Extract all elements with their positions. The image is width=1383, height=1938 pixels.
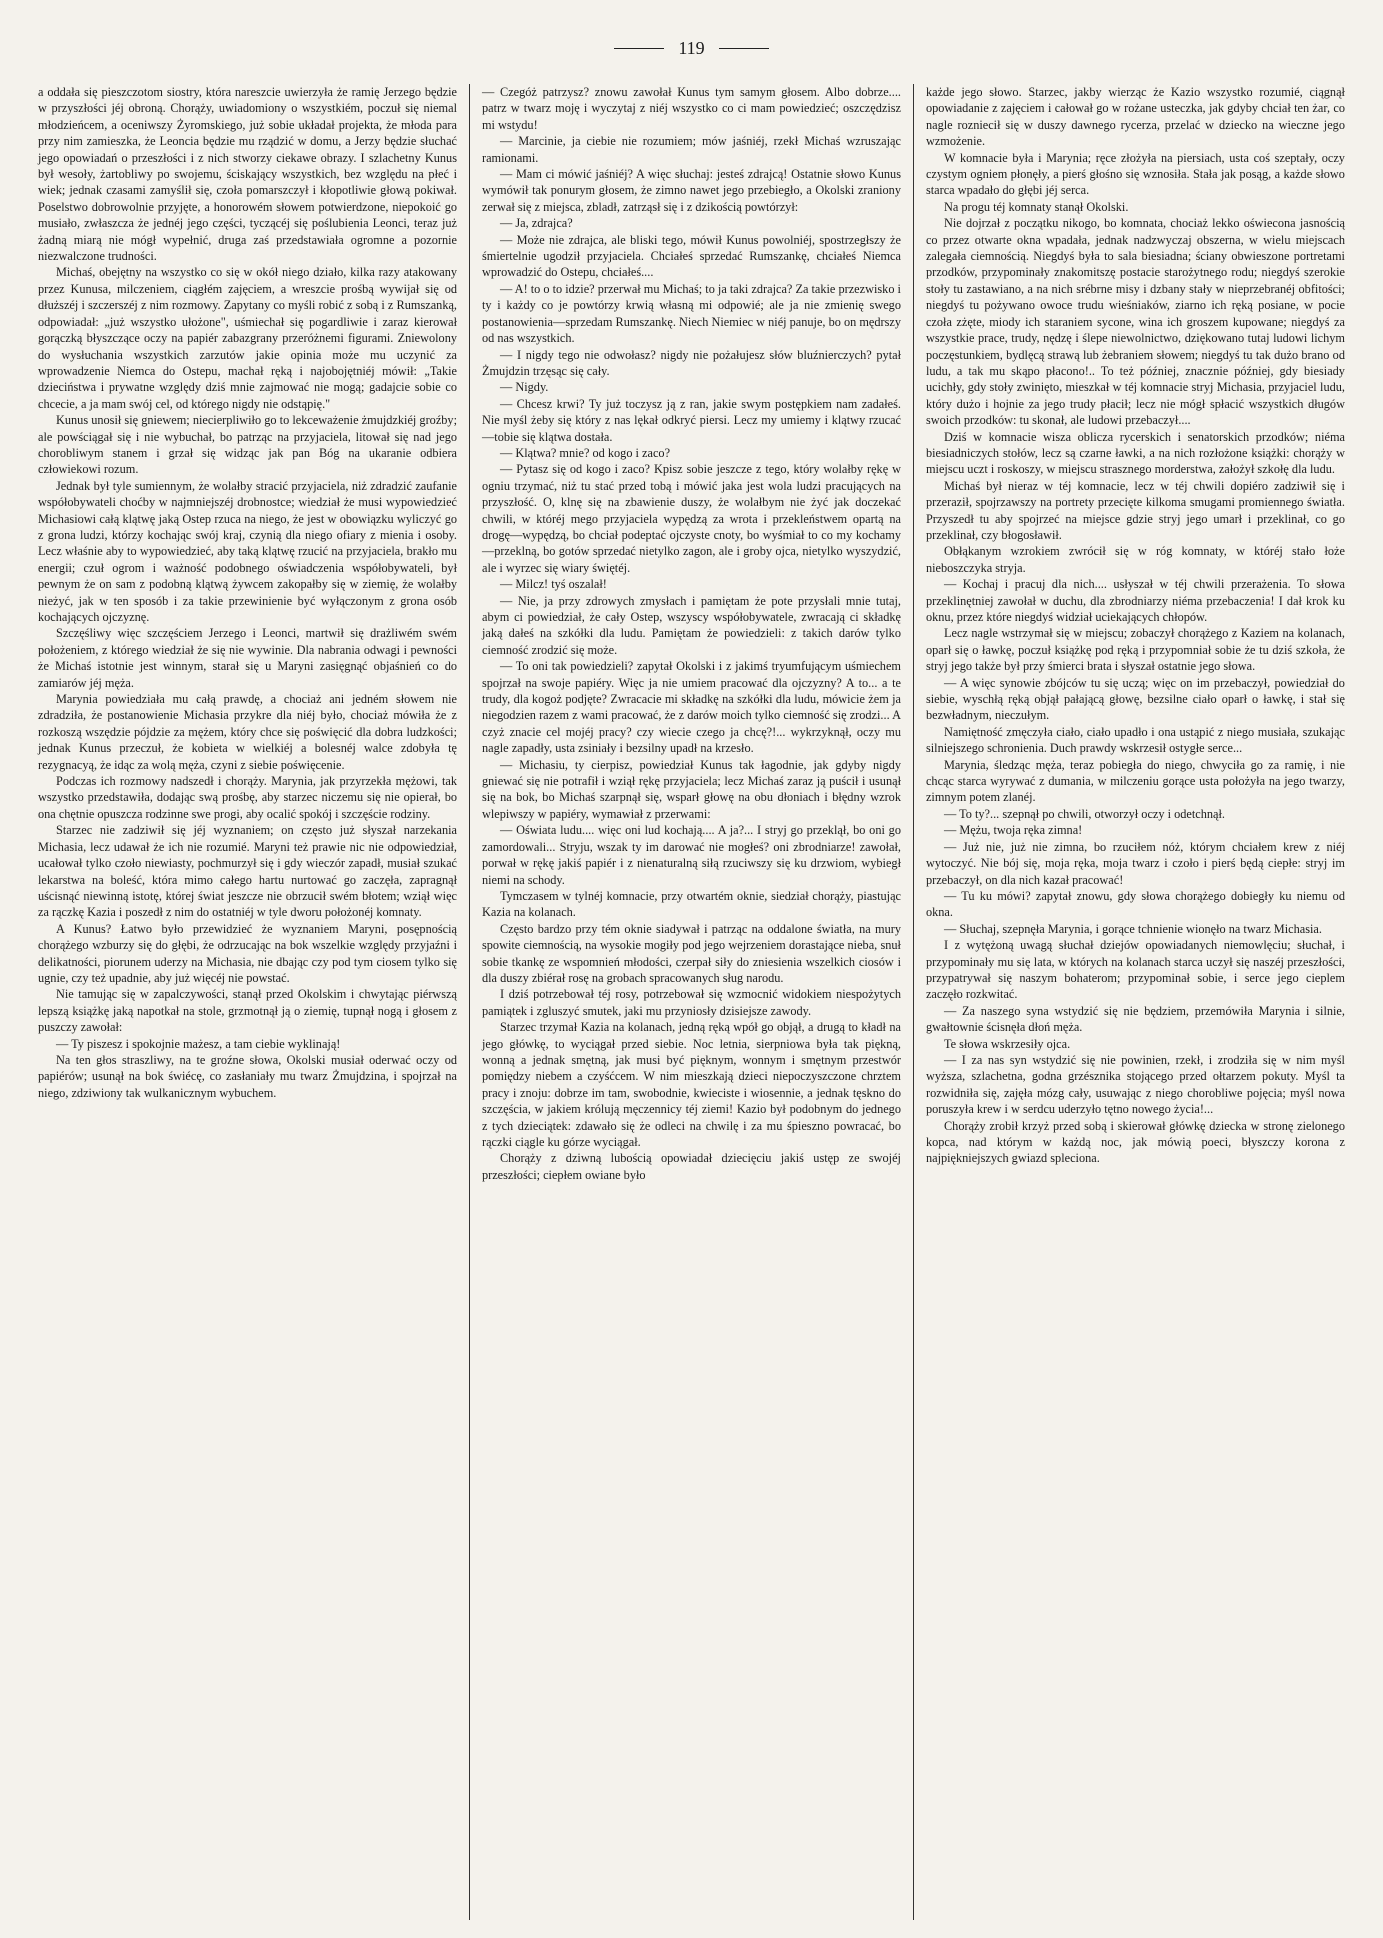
paragraph: — Ty piszesz i spokojnie mażesz, a tam ciebie wyklinają! [56,1036,341,1051]
paragraph: — Słuchaj, szepnęła Marynia, i gorące tchnienie wionęło na twarz Michasia. [943,921,1322,936]
paragraph: — Chcesz krwi? Ty już toczysz ją z ran, jakie swym postępkiem nam zadałeś. Nie myśl żeby się który z nas lękał odkryć piersi. Lecz my umiemy i klątwy rzucać—tobie się klątwa dostała. [481,396,901,444]
paragraph: — Milcz! tyś oszalał! [499,577,607,592]
paragraph: — Już nie, już nie zimna, bo rzuciłem nóż, którym chciałem krew z niéj wytoczyć. Nie bój się, moja ręka, moja twarz i czoło i pierś będą ciepłe: stryj im przebaczył, on dla nich kazał pracować! [925,839,1345,887]
paragraph: — Może nie zdrajca, ale bliski tego, mówił Kunus powolniéj, spostrzegłszy że śmiertelnie ugodził przyjaciela. Chciałeś sprzedać Rumszankę, chciałeś Niemca wprowadzić do Ostepu, chciałeś.... [481,232,901,280]
paragraph: Dziś w komnacie wisza oblicza rycerskich i senatorskich przodków; niéma biesiadniczych stołów, lecz są czarne ławki, a na nich rozłożone książki: chorąży w miejscu uczt i roskoszy, w miejscu strasznego morderstwa, założył szkołę dla ludu. [925,429,1345,477]
paragraph: — Marcinie, ja ciebie nie rozumiem; mów jaśniéj, rzekł Michaś wzruszając ramionami. [481,134,901,165]
paragraph: Starzec trzymał Kazia na kolanach, jedną ręką wpół go objął, a drugą to kładł na jego główkę, to wyciągał przed siebie. Noc letnia, sierpniowa była tak piękną, wonną a jednak smętną, jak musi być pięknym, wonnym i smętnym przestwór pomiędzy niebem a czyśćcem. W nim mieszkają dzieci niepoczyszczone chrztem pracy i znoju: dobrze im tam, swobodnie, kwieciste i wiosennie, a jednak tęskno do szczęścia, w jakiem królują męczennicy téj ziemi! Kazio był podobnym do jednego z tych dzieciątek: zdawało się że odleci na chwilę i za mu śpieszno powracać, bo rączki ciągle ku górze wyciągał. [481,1020,901,1149]
paragraph: Starzec nie zadziwił się jéj wyznaniem; on często już słyszał narzekania Michasia, lecz udawał że ich nie rozumié. Maryni też prawie nic nie odpowiedział, ucałował tylko czoło niewiasty, pochmurzył się i gdy wieczór zapadł, musiał szukać lekarstwa na boleść, która mimo całego hartu nurtować go zaczęła, zapragnął uścisnąć niewinną istotę, której świat jeszcze nie obrzucił swém błotem; wziął więc za rączkę Kazia i poszedł z nim do ostatniéj w tyle dworu położonéj komnaty. [38,823,457,920]
paragraph: Marynia, śledząc męża, teraz pobiegła do niego, chwyciła go za ramię, i nie chcąc starca wyrywać z dumania, w milczeniu gorące usta położyła na jego twarzy, zimnym potem zlanéj. [925,757,1345,805]
page-header [0,38,1383,59]
paragraph: — Nie, ja przy zdrowych zmysłach i pamiętam że pote przysłali mnie tutaj, abym ci powiedział, że cały Ostep, wszyscy współobywatele, zwracają ci składkę jaką dałeś na szkółki dla ludu. Pamiętam że powiedzieli: z takich darów tylko ciemność zrodzić się może. [481,593,901,657]
paragraph: — Ja, zdrajca? [499,216,573,231]
column-3 [916,84,1355,1920]
header-rule-left [614,48,664,49]
paragraph: Na ten głos straszliwy, na te groźne słowa, Okolski musiał oderwać oczy od papiérów; usunął na bok świécę, co zasłaniały mu twarz Żmujdzina, i spojrzał na niego, zdziwiony tak wulkanicznym wybuchem. [38,1052,457,1100]
paragraph: Tymczasem w tylnéj komnacie, przy otwartém oknie, siedział chorąży, piastując Kazia na kolanach. [481,888,901,920]
paragraph: W komnacie była i Marynia; ręce złożyła na piersiach, usta coś szeptały, oczy czystym ogniem płonęły, a pierś głośno się wznosiła. Stała jak posąg, a każde słowo starca wpadało do głębi jéj serca. [925,150,1345,198]
page-number: 119 [678,38,705,58]
paragraph: — A więc synowie zbójców tu się uczą; więc on im przebaczył, powiedział do siebie, wyschłą ręką objął pałającą głowę, bezsilne ciało oparł o ławkę, i stał się bezwładnym, nieczułym. [925,675,1345,723]
paragraph: Namiętność zmęczyła ciało, ciało upadło i ona ustąpić z niego musiała, szukając silniejszego schronienia. Duch prawdy wskrzesił ostygłe serce... [925,724,1345,756]
paragraph: — Tu ku mówi? zapytał znowu, gdy słowa chorążego dobiegły ku niemu od okna. [925,888,1345,920]
column-2 [472,84,911,1920]
paragraph: Chorąży z dziwną lubością opowiadał dziecięciu jakiś ustęp ze swojéj przeszłości; ciepłem owiane było [481,1151,901,1182]
column-1 [28,84,467,1920]
paragraph: Kunus unosił się gniewem; niecierpliwiło go to lekceważenie żmujdzkiéj groźby; ale powściągał się i nie wybuchał, bo patrząc na przyjaciela, litował się nad jego chorobliwym stanem i grzał się widząc jak pan Bóg na ukaranie odbiera człowiekowi rozum. [38,413,457,477]
paragraph: — Za naszego syna wstydzić się nie będziem, przemówiła Marynia i silnie, gwałtownie ścisnęła dłoń męża. [925,1003,1345,1035]
paragraph: Michaś był nieraz w téj komnacie, lecz w téj chwili dopiéro zadziwił się i przeraził, spojrzawszy na portrety przecięte kilkoma smugami promiennego światła. Przyszedł tu aby spojrzeć na miejsce gdzie stryj jego umarł i przeklinał, co go przeklinał, czy błogosławił. [925,478,1345,542]
paragraph: — I nigdy tego nie odwołasz? nigdy nie pożałujesz słów bluźnierczych? pytał Żmujdzin trzęsąc się cały. [481,347,901,378]
paragraph: — A! to o to idzie? przerwał mu Michaś; to ja taki zdrajca? Za takie przezwisko i ty i każdy co je powtórzy krwią własną mi odpowié; ale ja nie zmienię swego postanowienia—sprzedam Rumszankę. Niech Niemiec w niéj panuje, bo on mędrszy od nas wszystkich. [481,281,901,346]
paragraph: Obłąkanym wzrokiem zwrócił się w róg komnaty, w któréj stało łoże nieboszczyka stryja. [925,544,1345,575]
text-columns [28,84,1355,1920]
paragraph: — Mężu, twoja ręka zimna! [943,823,1083,838]
paragraph: — Nigdy. [499,380,549,395]
paragraph: każde jego słowo. Starzec, jakby wierząc że Kazio wszystko rozumié, ciągnął opowiadanie z zajęciem i całował go w rożane usteczka, jak gdyby chciał ten żar, co nagle rozniecił się w duszy dawnego rycerza, przelać w dziecko na wieczne jego wzmożenie. [925,85,1345,149]
paragraph: I z wytężoną uwagą słuchał dziejów opowiadanych niemowlęciu; słuchał, i przypominały mu się lata, w których na kolanach starca uczył się naszéj przeszłości, przypatrywał się naszym bohaterom; przypominał sobie, i serce jego cieplem zaczęło rozkwitać. [925,938,1345,1002]
paragraph: — Czegóż patrzysz? znowu zawołał Kunus tym samym głosem. Albo dobrze.... patrz w twarz moję i wyczytaj z niéj wszystko co ci mam powiedzieć; oszczędzisz mi wstydu! [481,85,901,132]
column-separator [913,84,914,1920]
paragraph: Michaś, obejętny na wszystko co się w okół niego działo, kilka razy atakowany przez Kunusa, milczeniem, ciągłém zajęciem, a wreszcie prośbą wywijał się od dłuższéj i szczerszéj z nim rozmowy. Zapytany co myśli robić z sobą i z Rumszanką, odpowiadał: „już wszystko ułożone", uśmiechał się pogardliwie i zaraz kierował gorączką błyszczące oczy na papiér zabazgrany przeróżnemi figurami. Zniewolony do wysłuchania wszystkich zarzutów jakie opinia może mu uczynić za wprowadzenie Niemca do Ostepu, machał ręką i najobojętniéj mówił: „Takie dzieciństwa i prywatne względy dziś mnie zajmować nie mogą; gadajcie sobie co chcecie, a ja mam swój cel, od którego nigdy nie odstąpię." [38,265,457,411]
paragraph: — Kochaj i pracuj dla nich.... usłyszał w téj chwili przerażenia. To słowa przeklinętniej zawołał w duchu, dla zbrodniarzy niéma przebaczenia! I dał krok ku oknu, przez które niegdyś widział uciekających chłopów. [925,577,1345,624]
paragraph: — Michasiu, ty cierpisz, powiedział Kunus tak łagodnie, jak gdyby nigdy gniewać się nie potrafił i wziął rękę przyjaciela; lecz Michaś zaraz ją puścił i usunął się na bok, bo Michaś szarpnął się, wsparł głowę na obu dłoniach i błędny wzrok wlepiwszy w papiéry, wymawiał z przerwami: [481,757,901,821]
paragraph: Chorąży zrobił krzyż przed sobą i skierował główkę dziecka w stronę zielonego kopca, nad którym w każdą noc, jak mówią poeci, błyszczy korona z najpiękniejszych gwiazd spleciona. [925,1118,1345,1166]
header-rule-right [719,48,769,49]
paragraph: I dziś potrzebował téj rosy, potrzebował się wzmocnić widokiem niespożytych pamiątek i zgluszyć smutek, jaki mu przyniosły dzisiejsze zawody. [481,987,901,1018]
paragraph: — Mam ci mówić jaśniéj? A więc słuchaj: jesteś zdrajcą! Ostatnie słowo Kunus wymówił tak ponurym głosem, że zimno nawet jego przebiegło, a Okolski zraniony zerwał się z miejsca, zbladł, zatrząsł się i z dzikością powtórzył: [481,167,901,214]
paragraph: — To oni tak powiedzieli? zapytał Okolski i z jakimś tryumfującym uśmiechem spojrzał na swoje papiéry. Więc ja nie umiem pracować dla ojczyzny? A to... a te trudy, dla kogoż podjęte? Zwracacie mi składkę na szkółki dla ludu, mówicie żem ja niegodzien razem z wami pracować, że z darów moich tylko ciemność się zrodzi... A czyż znacie cel mojéj pracy? czy wiecie czego ja chcę?!... wykrzyknął, oczy mu nagle zapadły, usta zsiniały i bezsilny upadł na krzesło. [481,659,901,756]
paragraph: — Oświata ludu.... więc oni lud kochają.... A ja?... I stryj go przeklął, bo oni go zamordowali... Stryju, wszak ty im darować nie mogłeś? oni zbrodniarze! zawołał, porwał w rękę jakiś papiér i z nienaturalną siłą rzuciwszy się ku drzwiom, wybiegł niemi na schody. [481,823,901,887]
paragraph: — Klątwa? mnie? od kogo i zaco? [499,445,671,460]
paragraph: — I za nas syn wstydzić się nie powinien, rzekł, i zrodziła się w nim myśl wyższa, szlachetna, godna grzésznika stojącego przed ołtarzem pokuty. Myśl ta rozwidniła się, zajęła mózg cały, usuwając z niego chorobliwe pojęcia; myśl nowa poruszyła krew i w serdcu uderzyło tętno nowego życia!... [925,1052,1345,1117]
paragraph: Podczas ich rozmowy nadszedł i chorąży. Marynia, jak przyrzekła mężowi, tak wszystko przedstawiła, dodając swą prośbę, aby starzec niczemu się nie opierał, bo ona chętnie opuszcza rodzinne swe progi, aby ocalić spokój i szczęście rodziny. [38,774,457,821]
paragraph: Te słowa wskrzesiły ojca. [943,1036,1071,1051]
paragraph: A Kunus? Łatwo było przewidzieć że wyznaniem Maryni, posępnością chorążego wzburzy się do głębi, że odrzucając na bok wszelkie względy przyjaźni i delikatności, piorunem uderzy na Michasia, nie dbając czy pod tym ciosem tylko się ugnie, czy też upadnie, aby już więcéj nie powstać. [38,921,457,985]
paragraph: — To ty?... szepnął po chwili, otworzył oczy i odetchnął. [943,806,1225,821]
paragraph: Marynia powiedziała mu całą prawdę, a chociaż ani jedném słowem nie zdradziła, że postanowienie Michasia przykre dla niéj było, chociaż mówiła że z rozkoszą wszędzie pójdzie za mężem, który chce się poświęcić dla dobra ludzkości; jednak Kunus przeczuł, że kobieta w wielkiéj a bolesnéj walce zdobyła tę rezygnacyą, że idąc za wolą męża, czyni z siebie poświęcenie. [38,692,457,772]
column-separator [469,84,470,1920]
paragraph: Nie tamując się w zapalczywości, stanął przed Okolskim i chwytając piérwszą lepszą książkę jaką napotkał na stole, grzmotnął ją o ziemię, tupnął nogą i głosem z puszczy zawołał: [38,987,457,1035]
paragraph: — Pytasz się od kogo i zaco? Kpisz sobie jeszcze z tego, który wolałby rękę w ogniu trzymać, niż tu stać przed tobą i mówić jaka jest wola ludzi pracujących na przyszłość. O, klnę się na zbawienie duszy, że wolałbym nie żyć jak doczekać chwili, w któréj mego przyjaciela wypędzą za wrota i przekleństwem opartą na drogę—wypędzą, bo chciał podeptać ojczyste cnoty, bo wyśmiał to co my kochamy—przeklną, bo gotów sprzedać nietylko zagon, ale i groby ojca, nietylko wyszydzić, ale i wyrzec się wiary świętéj. [481,462,901,575]
paragraph: Nie dojrzał z początku nikogo, bo komnata, chociaż lekko oświecona jasnością co przez otwarte okna wpadała, jednak nadzwyczaj obszerna, w wielu miejscach zalegała ciemnością. Niegdyś była to sala biesiadna; ściany obwieszone portretami przodków, przypominały znakomitszę postacie starożytnego rodu; niegdyś szerokie stoły tu zastawiano, a na nich srébrne misy i dzbany stały w nieprzebranéj obfitości; niegdyś tu pożywano owoce trudu wieśniaków, ziarno ich ręką posiane, w pocie czoła zżęte, miody ich staraniem sycone, wina ich groszem kupowane; niegdyś za wszystkie prace, trudy, nędzę i ślepe niewolnictwo, dziękowano tutaj ludowi lichym poczęstunkiem, bydlęcą strawą lub żebraniem słowem; niegdyś tu tak dużo brano od ludu, a tak mu skąpo płacono!.. To też później, znacznie później, gdy biesiady ucichły, gdy stoły zwinięto, mieszkał w téj komnacie stryj Michasia, przyjaciel ludu, który dużo i hojnie za jego trudy płacił; lecz nie mógł spłacić wszystkich długów swoich przodków: tu skonał, ale ludowi przebaczył.... [925,216,1345,428]
paragraph: Często bardzo przy tém oknie siadywał i patrząc na oddalone światła, na mury spowite ciemnością, na wysokie mogiły pod jego wejrzeniem dorastające nieba, snuł sobie tkankę ze wspomnień młodości, czerpał siły do zniesienia wszelkich ciosów i dla duszy zbiérał rosę na grobach spracowanych sług narodu. [481,921,901,985]
paragraph: Szczęśliwy więc szczęściem Jerzego i Leonci, martwił się drażliwém swém położeniem, z którego wiedział że się nie wywinie. Dla nabrania odwagi i pewności że Michaś istotnie jest winnym, starał się u Maryni zasięgnąć objaśnień co do zamiarów jéj męża. [38,626,457,690]
paragraph: Na progu téj komnaty stanął Okolski. [943,199,1129,214]
paragraph: a oddała się pieszczotom siostry, która nareszcie uwierzyła że ramię Jerzego będzie w przyszłości jéj obroną. Chorąży, uwiadomiony o wszystkiém, poczuł się niemal młodzieńcem, a oceniwszy Żyromskiego, już sobie układał projekta, że młoda para przy nim zamieszka, że Leoncia będzie mu rządzić w domu, a Jerzy będzie słuchać jego opowiadań o przeszłości i z nich stworzy ciekawe obrazy. I szlachetny Kunus był wesoły, żartobliwy po swojemu, ściskający wszystkich, bez względu na płeć i wiek; jednak czasami zamyślił się, czoła pomarszczył i kłopotliwie głową pokiwał. Poselstwo dobrowolnie przyjęte, a honorowém słowem potwierdzone, niepokoić go musiało, zwłaszcza że jednéj jego części, tyczącéj się poślubienia Leonci, teraz już żadną miarą nie mógł wypełnić, druga zaś przedstawiała ogromne a pozornie niezwalczone trudności. [38,85,457,264]
paragraph: Jednak był tyle sumiennym, że wolałby stracić przyjaciela, niż zdradzić zaufanie współobywateli choćby w najmniejszéj drobnostce; wiedział że musi wypowiedzieć Michasiowi całą klątwę jaką Ostep rzuca na niego, że jest w obowiązku wyliczyć go z grona ludzi, którzy kochając swój kraj, czynią dla niego ofiary z mienia i osoby. Lecz właśnie aby to wypowiedzieć, aby taką klątwę rzucić na przyjaciela, brakło mu energii; czuł ogrom i ważność podobnego oświadczenia współobywateli, był pewnym że on sam z podobną klątwą żywcem zakopałby się w ziemię, że wolałby nieżyć, jak w ten sposób i za takie przewinienie być wyłączonym z grona osób kochających ojczyznę. [38,478,457,624]
paragraph: Lecz nagle wstrzymał się w miejscu; zobaczył chorążego z Kaziem na kolanach, oparł się o ławkę, poczuł książkę pod ręką i przypomniał sobie że tu dziś szkoła, że stryj jego także był przy śmierci brata i słyszał ostatnie jego słowa. [925,626,1345,674]
